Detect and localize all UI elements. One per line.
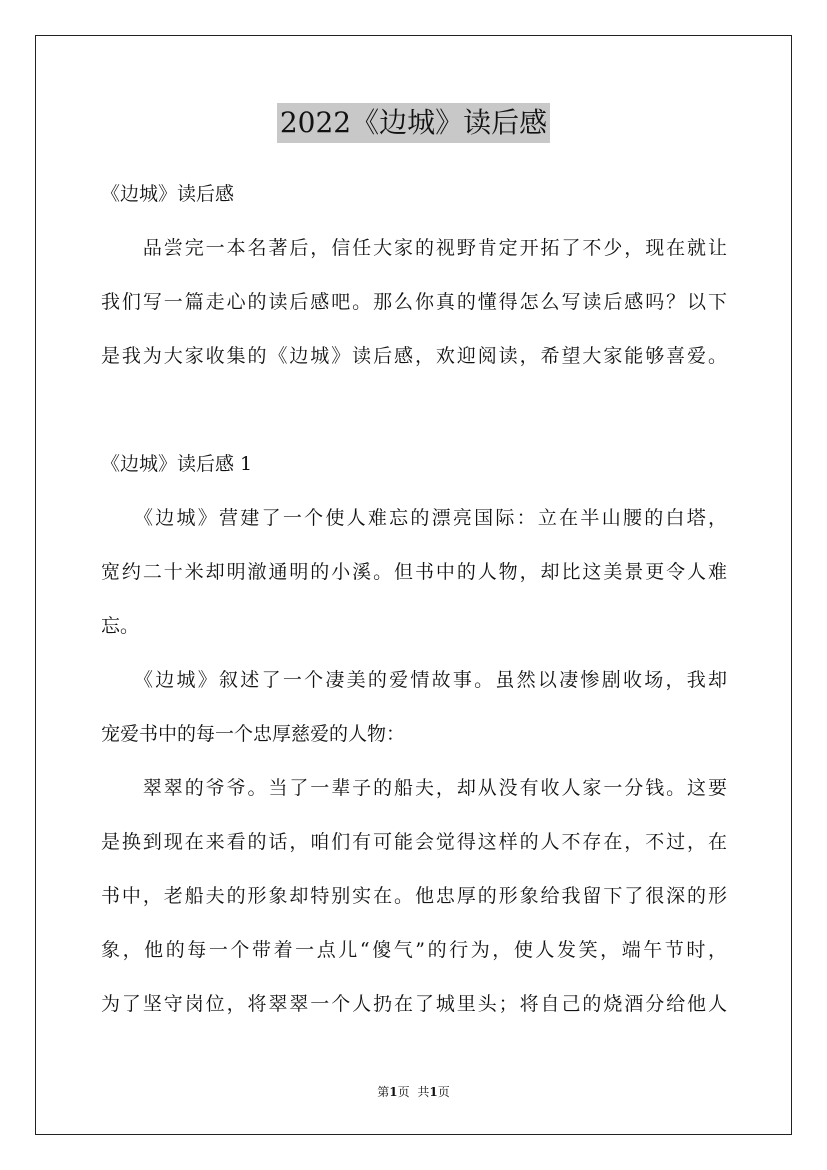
footer-page-number: 1	[389, 1085, 398, 1099]
footer-total-prefix: 共	[417, 1085, 430, 1099]
paragraph-line: 是换到现在来看的话，咱们有可能会觉得这样的人不存在，不过，在	[101, 831, 727, 853]
subtitle: 《边城》读后感	[101, 183, 235, 205]
document-title: 2022《边城》读后感	[277, 103, 550, 143]
paragraph-line: 宽约二十米却明澈通明的小溪。但书中的人物，却比这美景更令人难	[101, 561, 727, 583]
paragraph-line: 书中，老船夫的形象却特别实在。他忠厚的形象给我留下了很深的形	[101, 885, 727, 907]
paragraph-line: 《边城》叙述了一个凄美的爱情故事。虽然以凄惨剧收场，我却	[101, 669, 727, 691]
footer-page-unit: 页	[397, 1085, 410, 1099]
paragraph-line: 为了坚守岗位，将翠翠一个人扔在了城里头；将自己的烧酒分给他人	[101, 993, 727, 1015]
intro-line: 品尝完一本名著后，信任大家的视野肯定开拓了不少，现在就让	[101, 237, 727, 259]
paragraph-line: 宠爱书中的每一个忠厚慈爱的人物：	[101, 723, 406, 745]
page-footer	[0, 1084, 827, 1100]
section-heading: 《边城》读后感 1	[101, 453, 253, 475]
title-wrap	[0, 103, 827, 143]
paragraph-line: 象，他的每一个带着一点儿“傻气”的行为，使人发笑，端午节时，	[101, 939, 727, 961]
footer-prefix: 第	[377, 1085, 390, 1099]
paragraph-line: 忘。	[101, 615, 140, 637]
paragraph-line: 翠翠的爷爷。当了一辈子的船夫，却从没有收人家一分钱。这要	[101, 777, 727, 799]
footer-total-pages: 1	[429, 1085, 438, 1099]
footer-total-unit: 页	[437, 1085, 450, 1099]
intro-line: 是我为大家收集的《边城》读后感，欢迎阅读，希望大家能够喜爱。	[101, 345, 727, 367]
paragraph-line: 《边城》营建了一个使人难忘的漂亮国际：立在半山腰的白塔，	[101, 507, 727, 529]
intro-line: 我们写一篇走心的读后感吧。那么你真的懂得怎么写读后感吗？以下	[101, 291, 727, 313]
